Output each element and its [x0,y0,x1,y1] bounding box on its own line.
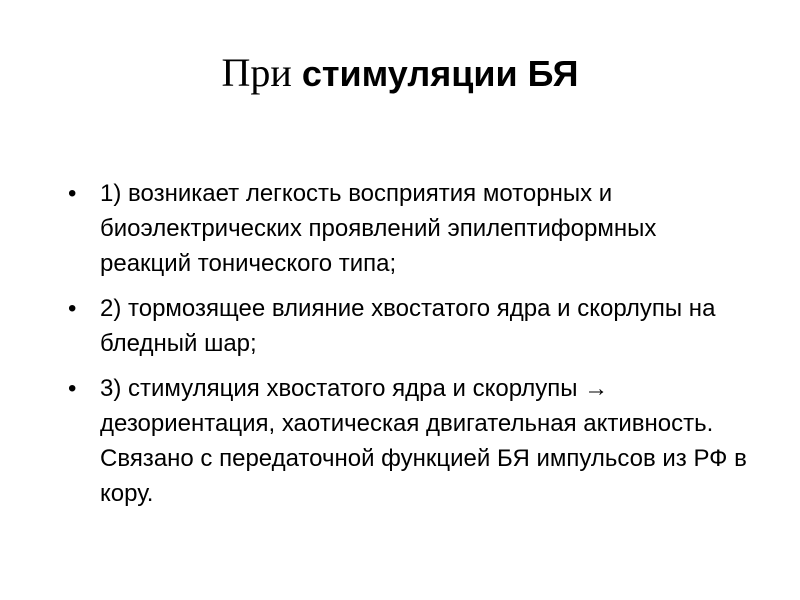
list-item [68,371,748,511]
bullet-icon: • [68,295,77,322]
list-item [68,176,748,281]
list-item-text: 1) возникает легкость восприятия моторных и биоэлектрических проявлений эпилептиформных реакций тонического типа; [100,180,657,277]
bullet-icon: • [68,375,77,402]
list-item-text: 3) стимуляция хвостатого ядра и скорлупы → дезориентация, хаотическая двигательная активность. Связано с передаточной функцией БЯ импульсов из РФ в кору. [100,375,747,507]
slide-title [0,48,800,99]
title-bold-text: стимуляции БЯ [301,53,579,94]
bullet-icon: • [68,180,77,207]
title-plain-text: При [221,50,302,95]
list-item [68,291,748,361]
list-item-text: 2) тормозящее влияние хвостатого ядра и скорлупы на бледный шар; [100,295,716,357]
bullet-list [68,176,748,521]
